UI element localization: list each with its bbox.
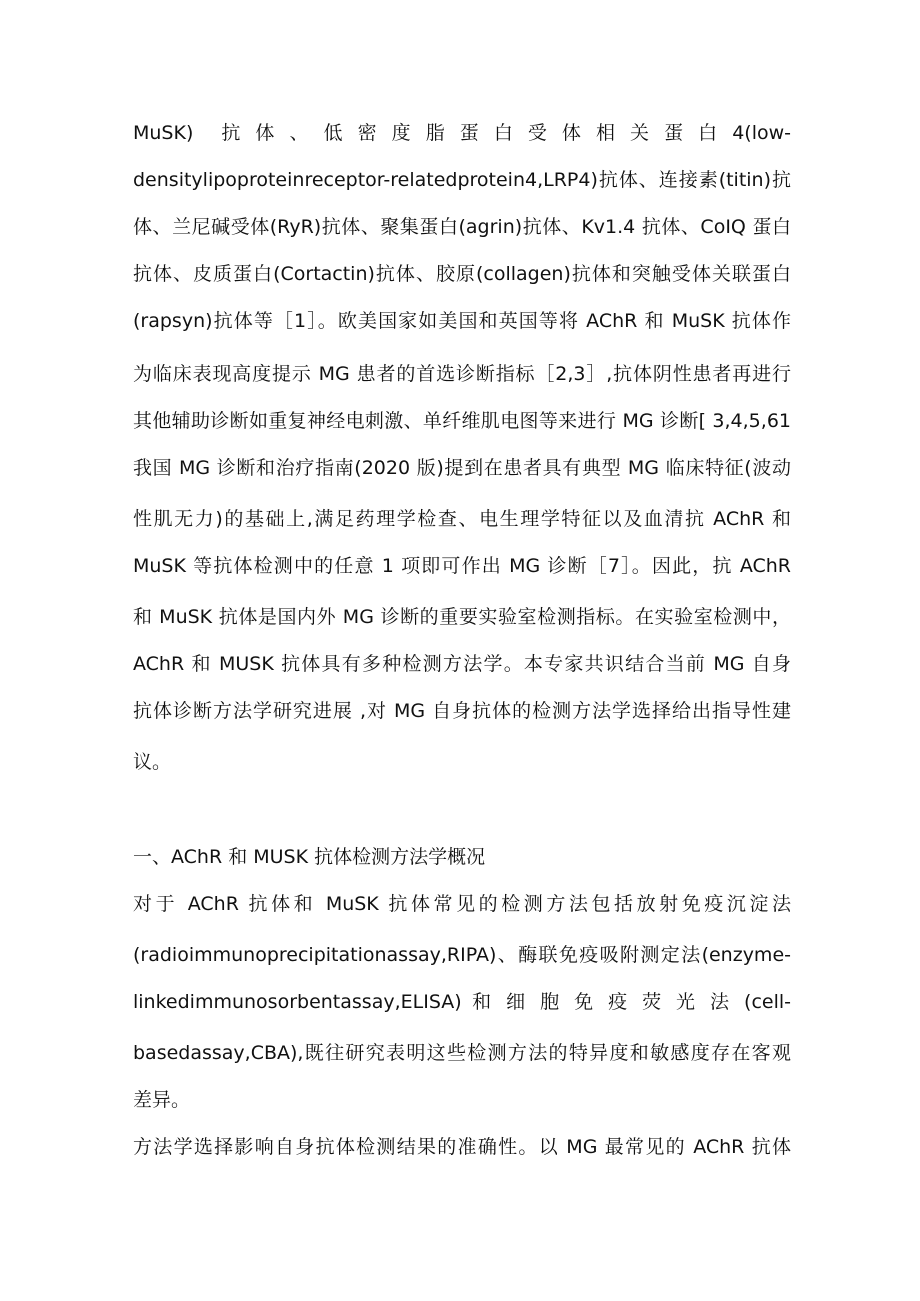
text-line: 其他辅助诊断如重复神经电刺激、单纤维肌电图等来进行 MG 诊断[ 3,4,5,61 bbox=[133, 410, 791, 432]
text-line: MuSK) 抗 体 、 低 密 度 脂 蛋 白 受 体 相 关 蛋 白 4(low- bbox=[133, 122, 791, 144]
text-line: (radioimmunoprecipitationassay,RIPA)、酶联免疫吸附测定法(enzyme- bbox=[133, 944, 791, 966]
text-line: linkedimmunosorbentassay,ELISA) 和 细 胞 免 疫 荧 光 法 (cell- bbox=[133, 991, 791, 1013]
text-line: densitylipoproteinreceptor-relatedprotein4,LRP4)抗体、连接素(titin)抗 bbox=[133, 169, 791, 191]
text-line: 体、兰尼碱受体(RyR)抗体、聚集蛋白(agrin)抗体、Kv1.4 抗体、CoIQ 蛋白 bbox=[133, 216, 791, 238]
text-line: 我国 MG 诊断和治疗指南(2020 版)提到在患者具有典型 MG 临床特征(波动 bbox=[133, 457, 791, 479]
text-line: 和 MuSK 抗体是国内外 MG 诊断的重要实验室检测指标。在实验室检测中， bbox=[133, 606, 791, 628]
text-line: 对于 AChR 抗体和 MuSK 抗体常见的检测方法包括放射免疫沉淀法 bbox=[133, 893, 791, 915]
text-line: AChR 和 MUSK 抗体具有多种检测方法学。本专家共识结合当前 MG 自身 bbox=[133, 653, 791, 675]
section-heading: 一、AChR 和 MUSK 抗体检测方法学概况 bbox=[133, 846, 486, 868]
text-line: 方法学选择影响自身抗体检测结果的准确性。以 MG 最常见的 AChR 抗体 bbox=[133, 1136, 791, 1158]
text-line: basedassay,CBA),既往研究表明这些检测方法的特异度和敏感度存在客观 bbox=[133, 1042, 791, 1064]
text-line: MuSK 等抗体检测中的任意 1 项即可作出 MG 诊断［7］。因此，抗 AChR bbox=[133, 555, 791, 577]
text-line: 性肌无力)的基础上,满足药理学检查、电生理学特征以及血清抗 AChR 和 bbox=[133, 508, 791, 530]
text-line: 抗体、皮质蛋白(Cortactin)抗体、胶原(collagen)抗体和突触受体关联蛋白 bbox=[133, 263, 791, 285]
text-line: 议。 bbox=[133, 751, 172, 773]
text-line: (rapsyn)抗体等［1］。欧美国家如美国和英国等将 AChR 和 MuSK 抗体作 bbox=[133, 310, 791, 332]
text-line: 为临床表现高度提示 MG 患者的首选诊断指标［2,3］,抗体阴性患者再进行 bbox=[133, 363, 791, 385]
text-line: 差异。 bbox=[133, 1089, 191, 1111]
text-line: 抗体诊断方法学研究进展 ,对 MG 自身抗体的检测方法学选择给出指导性建 bbox=[133, 700, 791, 722]
